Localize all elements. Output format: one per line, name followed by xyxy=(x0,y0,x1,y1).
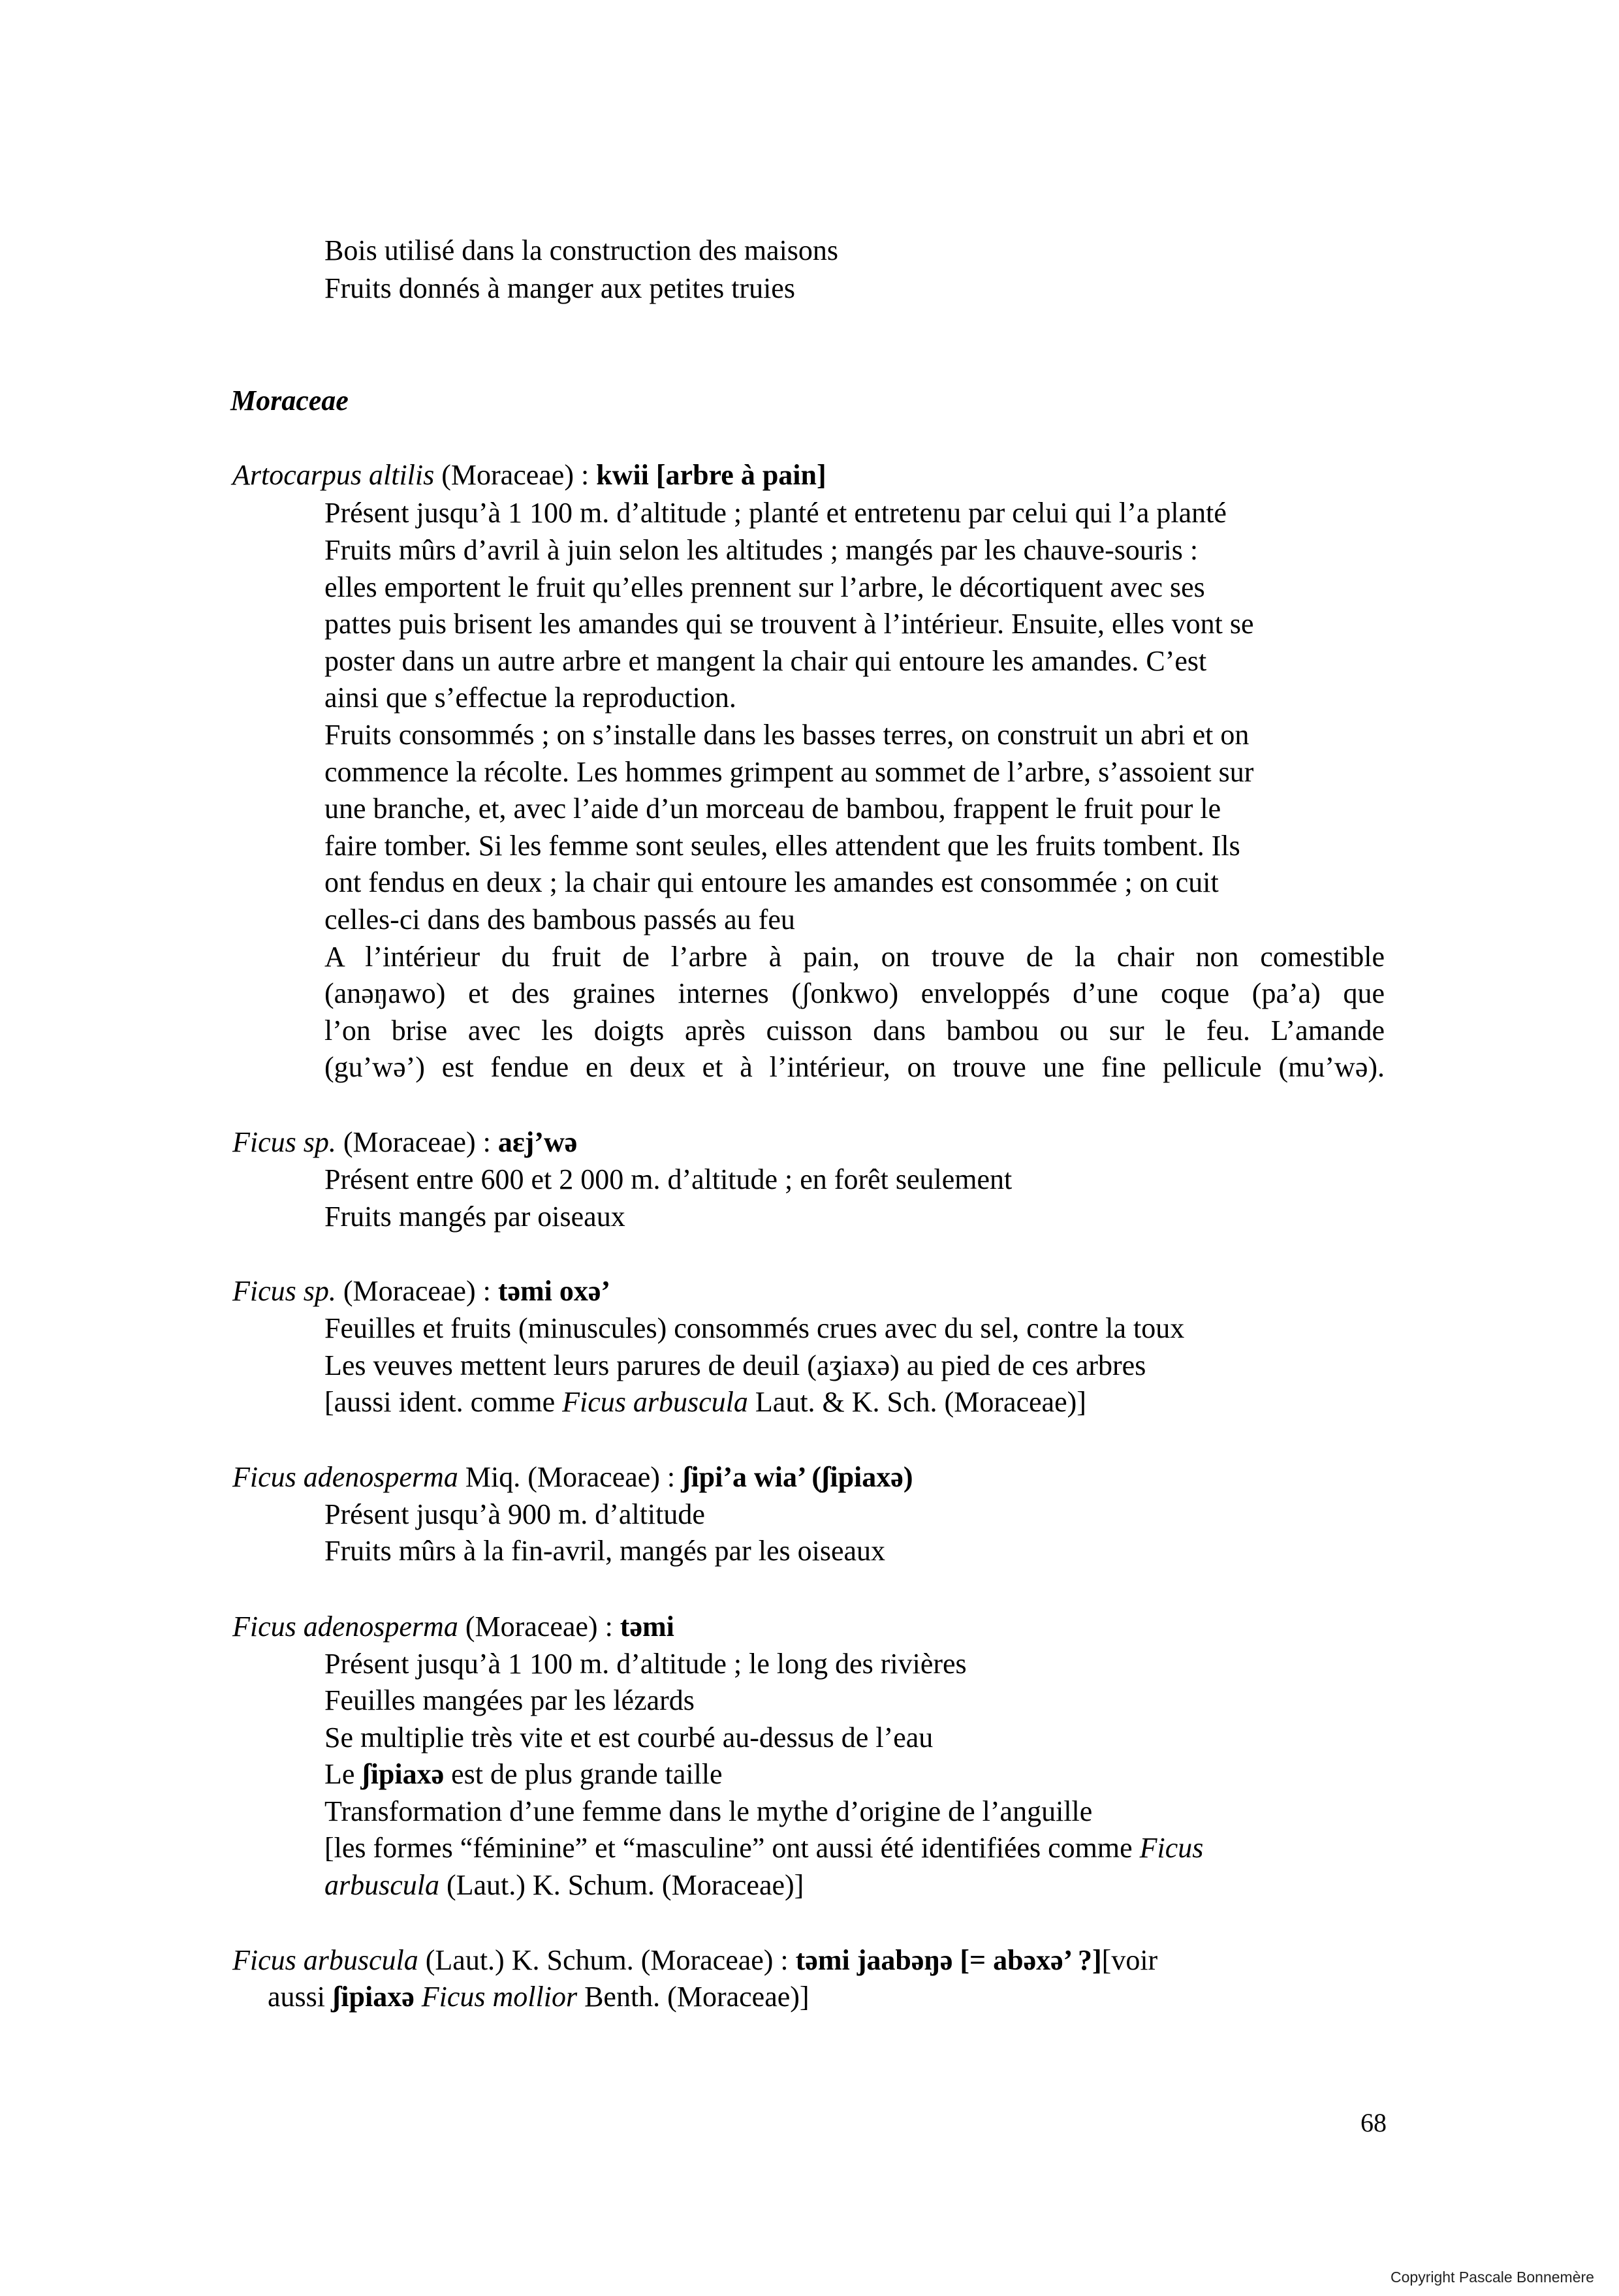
family-name: (Moraceae) : xyxy=(441,459,589,491)
entry-header xyxy=(232,1609,674,1646)
entry-line: Fruits mûrs d’avril à juin selon les altitudes ; mangés par les chauve-souris : xyxy=(324,534,1199,566)
entry-line: ont fendus en deux ; la chair qui entoure les amandes est consommée ; on cuit xyxy=(324,866,1219,898)
vernacular-name: təmi jaabəŋə [= abəxə’ ?] xyxy=(795,1944,1102,1976)
author-name: (Laut.) K. Schum. xyxy=(425,1944,634,1976)
entry-note xyxy=(324,1867,804,1904)
vernacular-name: aɛj’wə xyxy=(497,1126,578,1158)
cross-reference: [voir xyxy=(1101,1944,1158,1976)
entry-line: ainsi que s’effectue la reproduction. xyxy=(324,682,736,714)
entry-line: Fruits mangés par oiseaux xyxy=(324,1201,625,1233)
entry-header xyxy=(232,457,826,494)
entry-line: Feuilles mangées par les lézards xyxy=(324,1684,695,1716)
entry-line: Feuilles et fruits (minuscules) consommés crues avec du sel, contre la toux xyxy=(324,1312,1185,1344)
page-number: 68 xyxy=(1360,2108,1387,2137)
intro-line: Fruits donnés à manger aux petites truies xyxy=(324,272,795,304)
family-name: (Moraceae) : xyxy=(465,1611,613,1643)
author-name: Miq. xyxy=(465,1461,521,1493)
note-text: (Laut.) K. Schum. (Moraceae)] xyxy=(439,1869,804,1901)
copyright-notice: Copyright Pascale Bonnemère xyxy=(1391,2269,1594,2286)
entry-line: Présent entre 600 et 2 000 m. d’altitude ; en forêt seulement xyxy=(324,1163,1013,1195)
entry-line xyxy=(324,1756,723,1793)
entry-line: elles emportent le fruit qu’elles prennent sur l’arbre, le décortiquent avec ses xyxy=(324,571,1205,603)
entry-line: A l’intérieur du fruit de l’arbre à pain, on trouve de la chair non comestible xyxy=(324,941,1385,973)
species-name: Ficus sp. xyxy=(232,1275,336,1307)
vernacular-name: kwii [arbre à pain] xyxy=(596,459,826,491)
entry-line: Transformation d’une femme dans le mythe d’origine de l’anguille xyxy=(324,1795,1093,1827)
note-text: [les formes “féminine” et “masculine” ont aussi été identifiées comme xyxy=(324,1832,1140,1864)
species-name: Ficus mollior xyxy=(421,1981,578,2013)
entry-header xyxy=(232,1124,577,1161)
entry-line: (anəŋawo) et des graines internes (ʃonkwo) enveloppés d’une coque (pa’a) que xyxy=(324,977,1385,1009)
vernacular-name: ʃipiaxə xyxy=(332,1981,415,2013)
species-name: Artocarpus altilis xyxy=(232,459,435,491)
intro-line: Bois utilisé dans la construction des maisons xyxy=(324,234,839,266)
note-text: Laut. & K. Sch. (Moraceae)] xyxy=(747,1386,1086,1418)
entry-line: une branche, et, avec l’aide d’un morceau de bambou, frappent le fruit pour le xyxy=(324,793,1221,825)
entry-line: Se multiplie très vite et est courbé au-dessus de l’eau xyxy=(324,1722,934,1753)
entry-line: commence la récolte. Les hommes grimpent au sommet de l’arbre, s’assoient sur xyxy=(324,756,1254,788)
vernacular-name: ʃipiaxə xyxy=(362,1758,445,1790)
line-text: est de plus grande taille xyxy=(444,1758,723,1790)
species-name: Ficus xyxy=(1139,1832,1204,1864)
species-name: Ficus arbuscula xyxy=(562,1386,748,1418)
species-name: Ficus arbuscula xyxy=(232,1944,418,1976)
line-text: Benth. (Moraceae)] xyxy=(577,1981,810,2013)
entry-line: l’on brise avec les doigts après cuisson dans bambou ou sur le feu. L’amande xyxy=(324,1014,1385,1046)
line-text: aussi xyxy=(268,1981,332,2013)
entry-line: faire tomber. Si les femme sont seules, elles attendent que les fruits tombent. Ils xyxy=(324,830,1240,862)
entry-line: celles-ci dans des bambous passés au feu xyxy=(324,904,795,936)
entry-header xyxy=(232,1942,1157,1979)
family-name: (Moraceae) : xyxy=(343,1126,491,1158)
entry-line: Fruits consommés ; on s’installe dans les basses terres, on construit un abri et on xyxy=(324,719,1250,751)
line-text: Le xyxy=(324,1758,362,1790)
entry-line: pattes puis brisent les amandes qui se trouvent à l’intérieur. Ensuite, elles vont se xyxy=(324,608,1254,640)
vernacular-name: təmi oxə’ xyxy=(497,1275,611,1307)
entry-line: (gu’wə’) est fendue en deux et à l’intérieur, on trouve une fine pellicule (mu’wə). xyxy=(324,1051,1385,1083)
vernacular-name: ʃipi’a wia’ (ʃipiaxə) xyxy=(682,1461,913,1493)
entry-note xyxy=(324,1830,1203,1867)
family-name: (Moraceae) : xyxy=(343,1275,491,1307)
family-name: (Moraceae) : xyxy=(527,1461,676,1493)
entry-note xyxy=(324,1384,1086,1421)
family-name: (Moraceae) : xyxy=(640,1944,789,1976)
entry-line: Présent jusqu’à 900 m. d’altitude xyxy=(324,1498,705,1530)
entry-header xyxy=(232,1273,610,1310)
entry-line: poster dans un autre arbre et mangent la chair qui entoure les amandes. C’est xyxy=(324,645,1207,677)
entry-header xyxy=(232,1459,913,1496)
entry-line: Présent jusqu’à 1 100 m. d’altitude ; le long des rivières xyxy=(324,1648,967,1680)
species-name: Ficus adenosperma xyxy=(232,1461,458,1493)
vernacular-name: təmi xyxy=(620,1611,674,1643)
entry-line: Les veuves mettent leurs parures de deuil (aʒiaxə) au pied de ces arbres xyxy=(324,1349,1146,1381)
species-name: arbuscula xyxy=(324,1869,439,1901)
entry-continuation xyxy=(268,1979,810,2016)
species-name: Ficus adenosperma xyxy=(232,1611,458,1643)
section-heading: Moraceae xyxy=(230,385,349,417)
entry-line: Présent jusqu’à 1 100 m. d’altitude ; planté et entretenu par celui qui l’a planté xyxy=(324,497,1227,529)
species-name: Ficus sp. xyxy=(232,1126,336,1158)
note-text: [aussi ident. comme xyxy=(324,1386,563,1418)
entry-line: Fruits mûrs à la fin-avril, mangés par les oiseaux xyxy=(324,1535,886,1567)
